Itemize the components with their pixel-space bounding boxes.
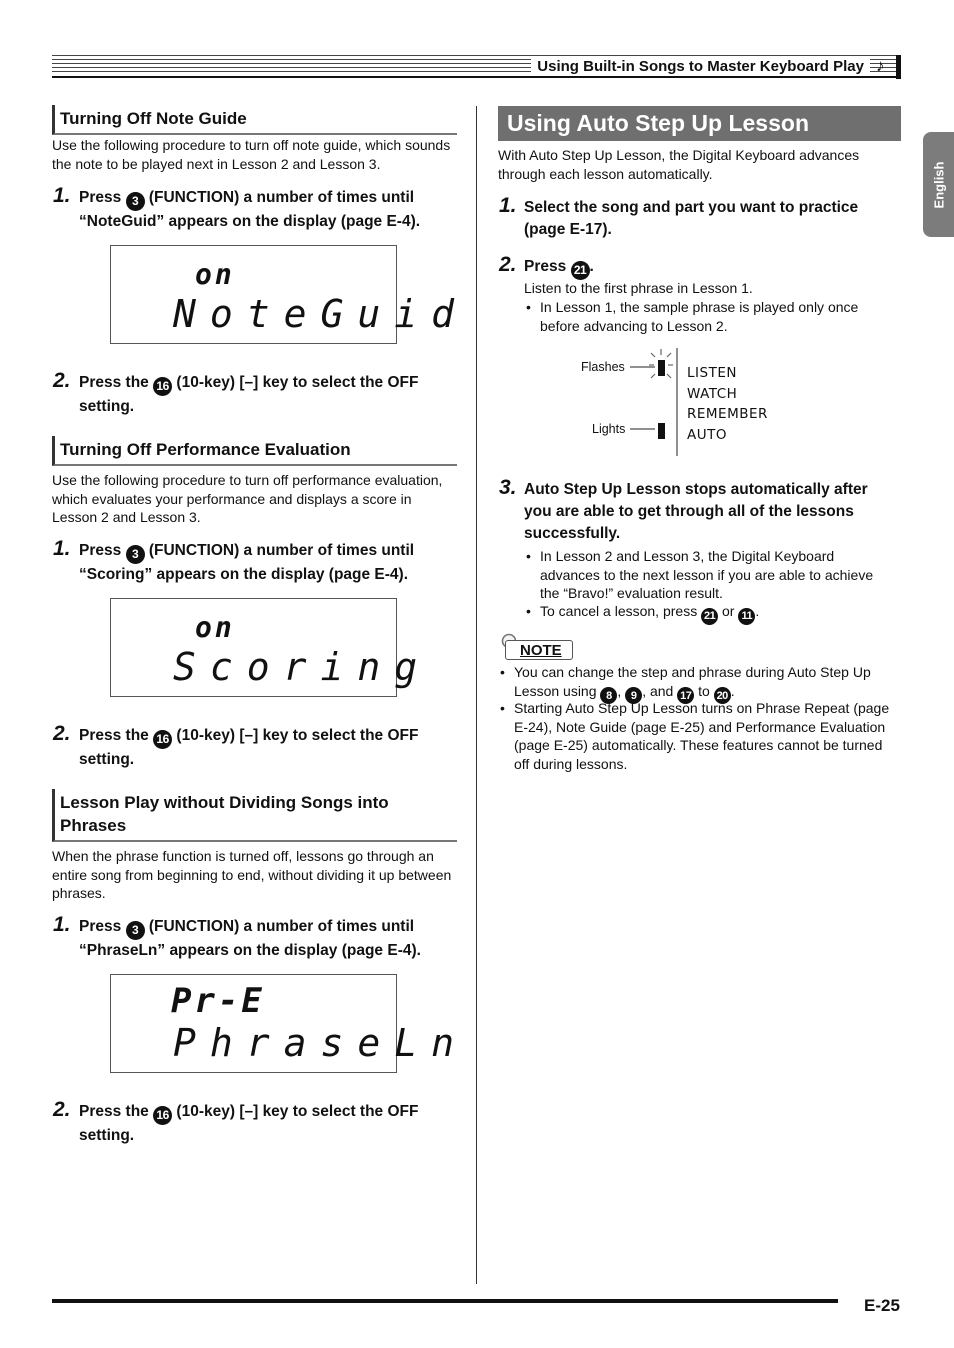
note-guide-intro: Use the following procedure to turn off note guide, which sounds the note to be played next in Lesson 2 and Lesson 3. xyxy=(52,137,451,172)
step-text: (10-key) [–] key to select the OFF setting. xyxy=(79,727,419,768)
auto-step2 xyxy=(524,256,899,280)
step-text: Press the xyxy=(79,374,149,391)
auto-step3-bullet2 xyxy=(540,602,895,625)
tenkey-button-icon: 16 xyxy=(153,730,172,749)
step-button-icon: 8 xyxy=(600,687,617,704)
step-text: Press the xyxy=(79,727,149,744)
lcd-text: PhraseLn xyxy=(173,1021,469,1065)
step-text: (10-key) [–] key to select the OFF setting. xyxy=(79,374,419,415)
function-button-icon: 3 xyxy=(126,192,145,211)
step-number: 1. xyxy=(53,184,71,207)
lesson-indicator-list xyxy=(687,363,768,445)
lcd-setting: on xyxy=(195,258,235,291)
step-button-icon: 9 xyxy=(625,687,642,704)
music-note-icon: ♪ xyxy=(876,56,885,75)
note-label: NOTE xyxy=(520,642,562,659)
indicator-listen: LISTEN xyxy=(687,365,737,381)
auto-step3-bullet1: • In Lesson 2 and Lesson 3, the Digital Keyboard advances to the next lesson if you are able to achieve the “Bravo!” evaluation result. xyxy=(540,547,895,603)
column-divider xyxy=(476,106,477,1284)
step-text: Press xyxy=(79,189,122,206)
bullet-text: , xyxy=(617,682,622,699)
lcd-display-phraseln xyxy=(110,974,469,1073)
function-button-icon: 3 xyxy=(126,545,145,564)
step-text: (FUNCTION) a number of times until “PhraseLn” appears on the display (page E-4). xyxy=(79,918,421,959)
bullet-text: You can change the step and phrase during Auto Step Up Lesson using xyxy=(514,664,871,699)
function-button-icon: 3 xyxy=(126,921,145,940)
note-label-box xyxy=(505,640,573,660)
phrase-step1 xyxy=(79,916,459,962)
lcd-display-noteguid xyxy=(110,245,469,344)
language-tab[interactable] xyxy=(923,132,954,237)
lesson-button-icon: 11 xyxy=(738,608,755,625)
flashes-label: Flashes xyxy=(581,360,625,374)
section-heading-auto-step-up: Using Auto Step Up Lesson xyxy=(498,106,901,141)
scoring-intro: Use the following procedure to turn off performance evaluation, which evaluates your performance and displays a score in Lesson 2 and Lesson 3. xyxy=(52,472,443,525)
scoring-step1 xyxy=(79,540,459,586)
lcd-display-scoring xyxy=(110,598,432,697)
step-text: Press the xyxy=(79,1103,149,1120)
indicator-remember: REMEMBER xyxy=(687,406,768,422)
start-button-icon: 21 xyxy=(701,608,718,625)
bullet-text: to xyxy=(698,682,710,699)
step-number: 2. xyxy=(499,253,517,276)
tenkey-button-icon: 16 xyxy=(153,377,172,396)
auto-step-intro: With Auto Step Up Lesson, the Digital Keyboard advances through each lesson automatically. xyxy=(498,147,860,182)
step-text: (10-key) [–] key to select the OFF setting. xyxy=(79,1103,419,1144)
bullet-text: To cancel a lesson, press xyxy=(540,603,698,619)
phrase-button-icon: 20 xyxy=(714,687,731,704)
tenkey-button-icon: 16 xyxy=(153,1106,172,1125)
step-text: (FUNCTION) a number of times until “NoteGuid” appears on the display (page E-4). xyxy=(79,189,421,230)
note-guide-step2 xyxy=(79,372,459,418)
auto-step2-detail: Listen to the first phrase in Lesson 1. xyxy=(524,280,753,296)
page-number: E-25 xyxy=(864,1296,900,1315)
step-number: 1. xyxy=(53,537,71,560)
section-heading-note-guide: Turning Off Note Guide xyxy=(52,105,457,135)
step-number: 3. xyxy=(499,476,517,499)
language-tab-label: English xyxy=(931,161,946,208)
lights-label: Lights xyxy=(592,422,626,436)
step-number: 2. xyxy=(53,369,71,392)
phrase-step2 xyxy=(79,1101,459,1147)
header-title: Using Built-in Songs to Master Keyboard Play xyxy=(531,58,870,75)
auto-step2-bullet: • In Lesson 1, the sample phrase is played only once before advancing to Lesson 2. xyxy=(540,298,890,335)
lcd-setting: Pr-E xyxy=(171,981,265,1021)
note-guide-step1 xyxy=(79,187,459,233)
bullet-text: . xyxy=(755,603,760,619)
bullet-text: or xyxy=(721,603,735,619)
auto-step3: Auto Step Up Lesson stops automatically after you are able to get through all of the lessons successfully. xyxy=(524,481,868,542)
section-heading-performance-evaluation: Turning Off Performance Evaluation xyxy=(52,436,457,466)
indicator-auto: AUTO xyxy=(687,426,727,443)
step-number: 1. xyxy=(53,913,71,936)
start-button-icon: 21 xyxy=(571,261,590,280)
bullet-text: . xyxy=(730,682,735,699)
lesson-indicator-graphic xyxy=(625,346,685,458)
phrase-button-icon: 17 xyxy=(677,687,694,704)
phrase-intro: When the phrase function is turned off, lessons go through an entire song from beginning to end, without dividing it up between phrases. xyxy=(52,848,452,901)
bullet-text: , and xyxy=(642,682,674,699)
step-number: 2. xyxy=(53,1098,71,1121)
step-text: (FUNCTION) a number of times until “Scoring” appears on the display (page E-4). xyxy=(79,542,415,583)
scoring-step2 xyxy=(79,725,459,771)
section-heading-phrase: Lesson Play without Dividing Songs into Phrases xyxy=(52,789,457,842)
footer-rule xyxy=(52,1299,838,1303)
lcd-setting: on xyxy=(195,611,235,644)
step-text: Press xyxy=(79,918,122,935)
step-number: 1. xyxy=(499,194,517,217)
step-text: . xyxy=(589,258,594,275)
header-bar xyxy=(896,55,901,79)
auto-step1: Select the song and part you want to practice (page E-17). xyxy=(524,199,859,238)
lcd-text: Scoring xyxy=(173,645,432,689)
lcd-text: NoteGuid xyxy=(173,292,469,336)
note-bullet2: • Starting Auto Step Up Lesson turns on Phrase Repeat (page E-24), Note Guide (page E-25) and Performance Evaluation (page E-25) automatically. These features cannot be turned off during lessons. xyxy=(514,699,899,773)
indicator-watch: WATCH xyxy=(687,385,738,402)
step-number: 2. xyxy=(53,722,71,745)
step-text: Press xyxy=(79,542,122,559)
step-text: Press xyxy=(524,258,567,275)
